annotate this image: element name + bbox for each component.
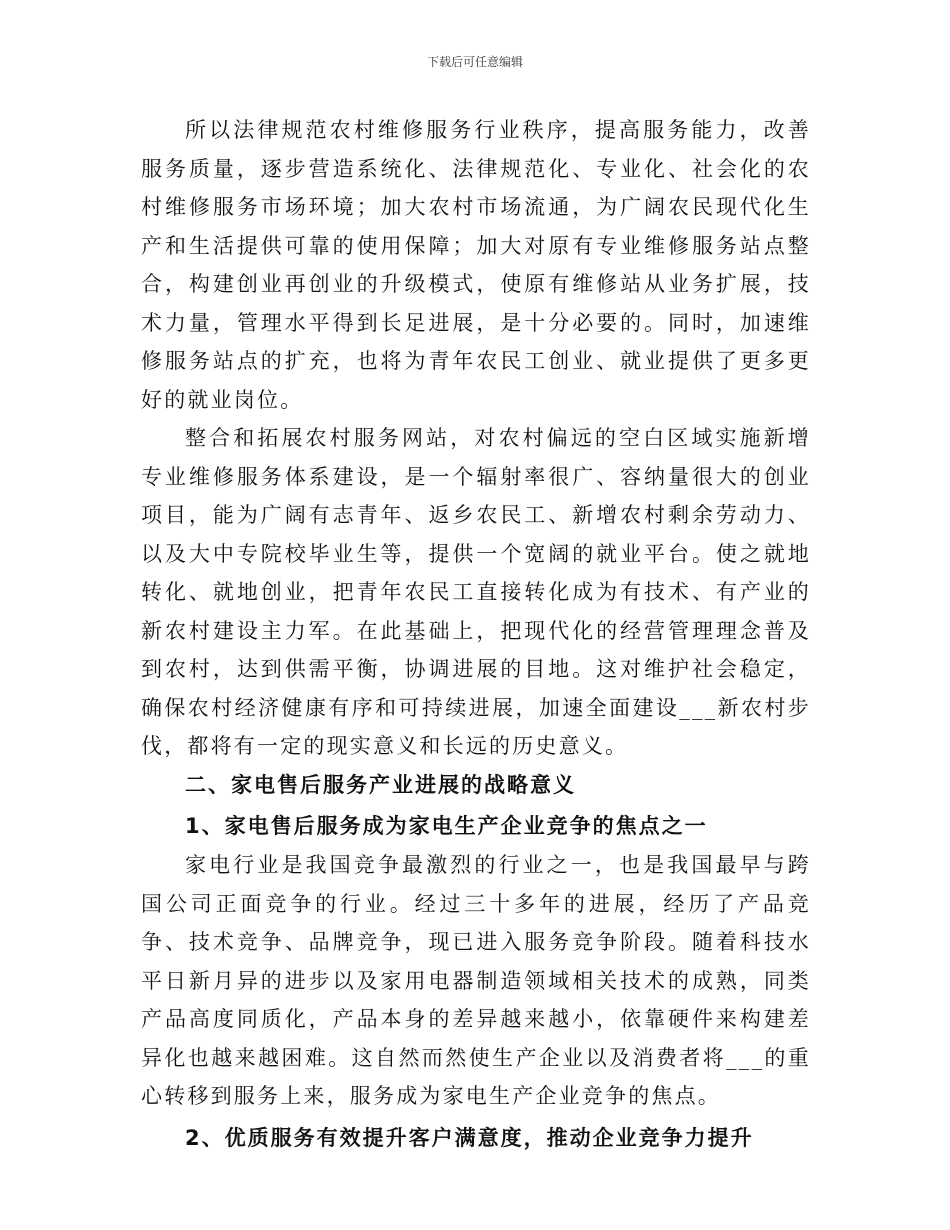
document-body [141,111,811,1158]
paragraph-legal-regulation: 所以法律规范农村维修服务行业秩序，提高服务能力，改善服务质量，逐步营造系统化、法律规范化、专业化、社会化的农村维修服务市场环境；加大农村市场流通，为广阔农民现代化生产和生活提供可靠的使用保障；加大对原有专业维修服务站点整合，构建创业再创业的升级模式，使原有维修站从业务扩展，技术力量，管理水平得到长足进展，是十分必要的。同时，加速维修服务站点的扩充，也将为青年农民工创业、就业提供了更多更好的就业岗位。 [141,118,811,412]
paragraph-network-expansion: 整合和拓展农村服务网站，对农村偏远的空白区域实施新增专业维修服务体系建设，是一个辐射率很广、容纳量很大的创业项目，能为广阔有志青年、返乡农民工、新增农村剩余劳动力、以及大中专院校毕业生等，提供一个宽阔的就业平台。使之就地转化、就地创业，把青年农民工直接转化成为有技术、有产业的新农村建设主力军。在此基础上，把现代化的经营管理理念普及到农村，达到供需平衡，协调进展的目地。这对维护社会稳定，确保农村经济健康有序和可持续进展，加速全面建设___新农村步伐，都将有一定的现实意义和长远的历史意义。 [141,426,811,758]
subsection-heading-quality-service: 2、优质服务有效提升客户满意度，推动企业竞争力提升 [185,1125,754,1150]
section-heading-strategic-significance: 二、家电售后服务产业进展的战略意义 [185,772,576,797]
page-header: 下载后可任意编辑 [426,55,523,69]
paragraph-appliance-industry: 家电行业是我国竞争最激烈的行业之一，也是我国最早与跨国公司正面竞争的行业。经过三十多年的进展，经历了产品竞争、技术竞争、品牌竞争，现已进入服务竞争阶段。随着科技水平日新月异的进步以及家用电器制造领域相关技术的成熟，同类产品高度同质化，产品本身的差异越来越小，依靠硬件来构建差异化也越来越困难。这自然而然使生产企业以及消费者将___的重心转移到服务上来，服务成为家电生产企业竞争的焦点。 [141,853,811,1108]
subsection-heading-competition-focus: 1、家电售后服务成为家电生产企业竞争的焦点之一 [185,814,708,838]
